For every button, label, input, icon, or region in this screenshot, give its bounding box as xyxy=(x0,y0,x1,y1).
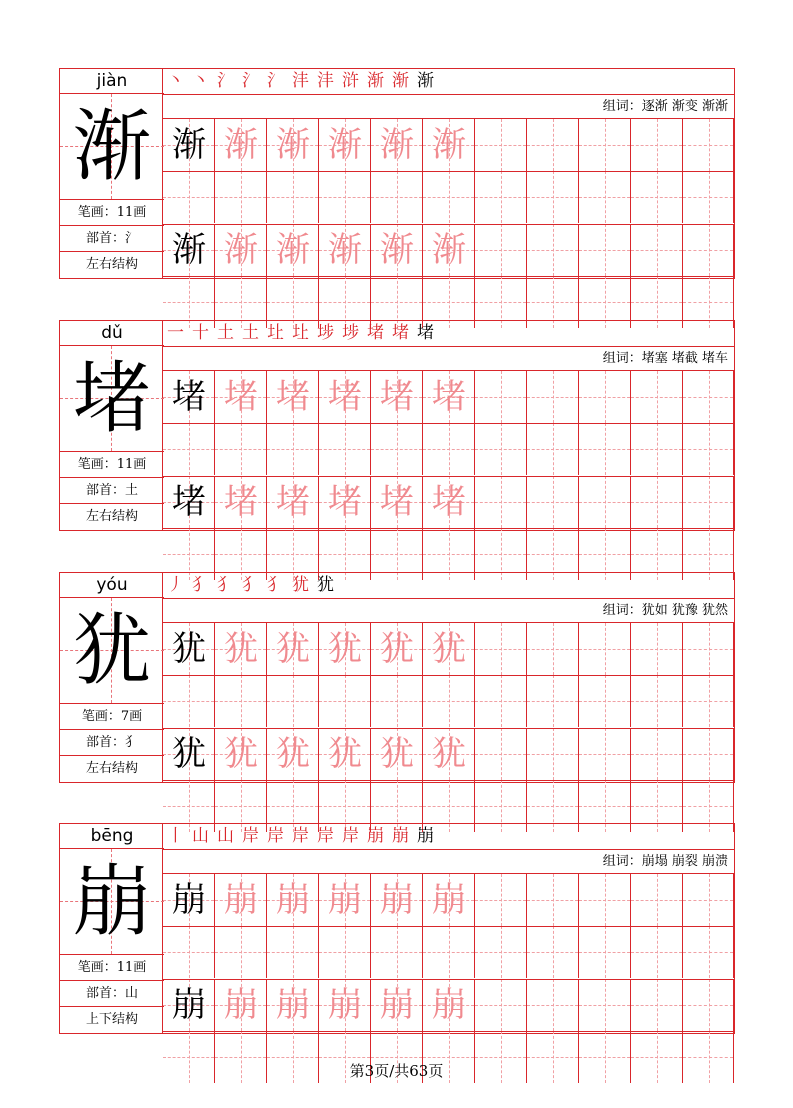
grid-cell[interactable] xyxy=(267,623,319,675)
stroke-step: 丶 xyxy=(192,71,209,91)
grid-cell[interactable] xyxy=(631,371,683,423)
grid-cell[interactable] xyxy=(527,675,579,727)
grid-cell[interactable] xyxy=(683,423,734,475)
grid-cell[interactable] xyxy=(631,224,683,276)
pinyin: jiàn xyxy=(60,69,164,94)
stroke-step: 圵 xyxy=(267,323,284,343)
stroke-step: 土 xyxy=(242,323,259,343)
grid-cell[interactable] xyxy=(631,476,683,528)
stroke-step: 山 xyxy=(217,826,234,846)
word-examples: 组词：逐渐 渐变 渐渐 xyxy=(163,94,734,119)
grid-cell[interactable] xyxy=(423,423,475,475)
grid-cell[interactable] xyxy=(475,423,527,475)
grid-cell[interactable] xyxy=(683,926,734,978)
stroke-step: 犹 xyxy=(292,575,309,595)
stroke-step: 崩 xyxy=(417,826,434,846)
stroke-step: 氵 xyxy=(267,71,284,91)
grid-cell[interactable] xyxy=(683,874,734,926)
stroke-count: 笔画：7画 xyxy=(60,704,164,730)
grid-cell[interactable] xyxy=(371,728,423,780)
trace-character: 渐 xyxy=(432,125,466,165)
grid-cell[interactable] xyxy=(475,926,527,978)
grid-cell[interactable] xyxy=(579,371,631,423)
grid-cell[interactable] xyxy=(371,371,423,423)
practice-row xyxy=(163,371,734,476)
grid-cell[interactable] xyxy=(319,675,371,727)
grid-cell[interactable] xyxy=(163,371,215,423)
grid-cell[interactable] xyxy=(631,979,683,1031)
grid-cell[interactable] xyxy=(579,476,631,528)
trace-character: 渐 xyxy=(276,230,310,270)
stroke-step: 圵 xyxy=(292,323,309,343)
grid-cell[interactable] xyxy=(371,171,423,223)
stroke-step: 渐 xyxy=(367,71,384,91)
pinyin: yóu xyxy=(60,573,164,598)
stroke-step: 岸 xyxy=(317,826,334,846)
grid-cell[interactable] xyxy=(215,979,267,1031)
trace-character: 崩 xyxy=(328,880,362,920)
stroke-order-sequence xyxy=(163,573,739,598)
grid-cell[interactable] xyxy=(579,675,631,727)
grid-cell[interactable] xyxy=(527,623,579,675)
grid-cell[interactable] xyxy=(371,979,423,1031)
stroke-step: 堵 xyxy=(417,323,434,343)
grid-cell[interactable] xyxy=(163,423,215,475)
grid-cell[interactable] xyxy=(527,926,579,978)
grid-cell[interactable] xyxy=(267,926,319,978)
word-examples: 组词：崩塌 崩裂 崩溃 xyxy=(163,849,734,874)
grid-cell[interactable] xyxy=(579,119,631,171)
grid-cell[interactable] xyxy=(475,979,527,1031)
grid-cell[interactable] xyxy=(579,623,631,675)
trace-character: 崩 xyxy=(276,880,310,920)
trace-character: 犹 xyxy=(432,734,466,774)
grid-cell[interactable] xyxy=(579,224,631,276)
grid-cell[interactable] xyxy=(267,979,319,1031)
grid-cell[interactable] xyxy=(371,119,423,171)
grid-cell[interactable] xyxy=(163,728,215,780)
character-info-panel xyxy=(59,572,163,783)
grid-cell[interactable] xyxy=(683,623,734,675)
character-info-panel xyxy=(59,68,163,279)
practice-area xyxy=(163,572,735,783)
grid-cell[interactable] xyxy=(423,476,475,528)
trace-character: 渐 xyxy=(276,125,310,165)
stroke-order-sequence xyxy=(163,69,739,94)
stroke-step: 氵 xyxy=(217,71,234,91)
trace-character: 渐 xyxy=(380,125,414,165)
stroke-step: 沣 xyxy=(292,71,309,91)
trace-character: 渐 xyxy=(380,230,414,270)
trace-character: 犹 xyxy=(328,629,362,669)
grid-cell[interactable] xyxy=(527,171,579,223)
grid-cell[interactable] xyxy=(579,926,631,978)
pinyin: dǔ xyxy=(60,321,164,346)
practice-row xyxy=(163,224,734,329)
grid-cell[interactable] xyxy=(423,728,475,780)
grid-cell[interactable] xyxy=(423,171,475,223)
grid-cell[interactable] xyxy=(371,926,423,978)
character-block xyxy=(59,320,735,531)
grid-cell[interactable] xyxy=(475,675,527,727)
stroke-step: 沣 xyxy=(317,71,334,91)
grid-cell[interactable] xyxy=(631,675,683,727)
practice-area xyxy=(163,823,735,1034)
grid-cell[interactable] xyxy=(371,423,423,475)
stroke-count: 笔画：11画 xyxy=(60,452,164,478)
character-info-panel xyxy=(59,320,163,531)
grid-cell[interactable] xyxy=(163,926,215,978)
word-examples: 组词：犹如 犹豫 犹然 xyxy=(163,598,734,623)
grid-cell[interactable] xyxy=(423,926,475,978)
stroke-step: 犹 xyxy=(317,575,334,595)
grid-cell[interactable] xyxy=(423,119,475,171)
stroke-step: 一 xyxy=(167,323,184,343)
stroke-step: 埗 xyxy=(342,323,359,343)
trace-character: 渐 xyxy=(224,230,258,270)
stroke-step: 埗 xyxy=(317,323,334,343)
stroke-count: 笔画：11画 xyxy=(60,200,164,226)
grid-cell[interactable] xyxy=(631,728,683,780)
grid-cell[interactable] xyxy=(371,874,423,926)
trace-character: 崩 xyxy=(432,985,466,1025)
grid-cell[interactable] xyxy=(163,675,215,727)
character-block xyxy=(59,68,735,279)
model-character: 渐 xyxy=(172,230,206,270)
grid-cell[interactable] xyxy=(215,224,267,276)
grid-cell[interactable] xyxy=(683,675,734,727)
grid-cell[interactable] xyxy=(579,979,631,1031)
grid-cell[interactable] xyxy=(527,119,579,171)
stroke-step: 土 xyxy=(217,323,234,343)
stroke-step: 丶 xyxy=(167,71,184,91)
grid-cell[interactable] xyxy=(475,476,527,528)
grid-cell[interactable] xyxy=(319,119,371,171)
trace-character: 犹 xyxy=(380,629,414,669)
grid-cell[interactable] xyxy=(267,675,319,727)
practice-area xyxy=(163,320,735,531)
trace-character: 堵 xyxy=(432,482,466,522)
practice-row xyxy=(163,476,734,581)
grid-cell[interactable] xyxy=(267,874,319,926)
grid-cell[interactable] xyxy=(267,224,319,276)
trace-character: 堵 xyxy=(380,377,414,417)
character-block xyxy=(59,823,735,1034)
stroke-step: 十 xyxy=(192,323,209,343)
grid-cell[interactable] xyxy=(267,423,319,475)
structure: 左右结构 xyxy=(85,257,138,272)
stroke-count: 笔画：11画 xyxy=(60,955,164,981)
grid-cell[interactable] xyxy=(423,224,475,276)
stroke-step: 犭 xyxy=(217,575,234,595)
trace-character: 犹 xyxy=(276,629,310,669)
grid-cell[interactable] xyxy=(319,371,371,423)
grid-cell[interactable] xyxy=(371,476,423,528)
grid-cell[interactable] xyxy=(215,119,267,171)
grid-cell[interactable] xyxy=(527,224,579,276)
radical: 部首：犭 xyxy=(60,730,164,756)
stroke-step: 山 xyxy=(192,826,209,846)
grid-cell[interactable] xyxy=(475,371,527,423)
grid-cell[interactable] xyxy=(527,371,579,423)
grid-cell[interactable] xyxy=(319,171,371,223)
grid-cell[interactable] xyxy=(215,728,267,780)
stroke-step: 犭 xyxy=(192,575,209,595)
stroke-step: 氵 xyxy=(242,71,259,91)
grid-cell[interactable] xyxy=(579,874,631,926)
stroke-step: 岸 xyxy=(267,826,284,846)
grid-cell[interactable] xyxy=(683,371,734,423)
grid-cell[interactable] xyxy=(631,623,683,675)
big-character: 渐 xyxy=(72,102,151,192)
structure: 上下结构 xyxy=(85,1012,138,1027)
trace-character: 崩 xyxy=(380,985,414,1025)
big-character: 崩 xyxy=(72,857,151,947)
big-character-box xyxy=(60,598,164,704)
stroke-order-sequence xyxy=(163,321,739,346)
grid-cell[interactable] xyxy=(631,171,683,223)
grid-cell[interactable] xyxy=(631,423,683,475)
grid-cell[interactable] xyxy=(527,979,579,1031)
trace-character: 犹 xyxy=(224,734,258,774)
grid-cell[interactable] xyxy=(319,874,371,926)
grid-cell[interactable] xyxy=(371,224,423,276)
grid-cell[interactable] xyxy=(475,874,527,926)
grid-cell[interactable] xyxy=(163,979,215,1031)
stroke-step: 岸 xyxy=(242,826,259,846)
grid-cell[interactable] xyxy=(215,423,267,475)
trace-character: 犹 xyxy=(276,734,310,774)
radical: 部首：山 xyxy=(60,981,164,1007)
stroke-step: 崩 xyxy=(367,826,384,846)
model-character: 崩 xyxy=(172,880,206,920)
grid-cell[interactable] xyxy=(527,728,579,780)
grid-cell[interactable] xyxy=(475,728,527,780)
grid-cell[interactable] xyxy=(579,728,631,780)
grid-cell[interactable] xyxy=(683,476,734,528)
model-character: 崩 xyxy=(172,985,206,1025)
model-character: 渐 xyxy=(172,125,206,165)
trace-character: 堵 xyxy=(432,377,466,417)
grid-cell[interactable] xyxy=(527,874,579,926)
grid-cell[interactable] xyxy=(423,623,475,675)
grid-cell[interactable] xyxy=(319,623,371,675)
trace-character: 堵 xyxy=(380,482,414,522)
word-examples: 组词：堵塞 堵截 堵车 xyxy=(163,346,734,371)
stroke-step: 浒 xyxy=(342,71,359,91)
trace-character: 堵 xyxy=(224,377,258,417)
trace-character: 崩 xyxy=(276,985,310,1025)
stroke-step: 犭 xyxy=(242,575,259,595)
grid-cell[interactable] xyxy=(163,623,215,675)
stroke-step: 犭 xyxy=(267,575,284,595)
trace-character: 堵 xyxy=(276,377,310,417)
trace-character: 犹 xyxy=(328,734,362,774)
grid-cell[interactable] xyxy=(683,979,734,1031)
practice-row xyxy=(163,728,734,833)
grid-cell[interactable] xyxy=(163,119,215,171)
grid-cell[interactable] xyxy=(267,171,319,223)
grid-cell[interactable] xyxy=(267,119,319,171)
grid-cell[interactable] xyxy=(215,874,267,926)
big-character-box xyxy=(60,94,164,200)
radical: 部首：土 xyxy=(60,478,164,504)
grid-cell[interactable] xyxy=(423,874,475,926)
trace-character: 崩 xyxy=(380,880,414,920)
grid-cell[interactable] xyxy=(579,171,631,223)
page-number: 第3页/共63页 xyxy=(349,1062,444,1080)
grid-cell[interactable] xyxy=(423,979,475,1031)
stroke-step: 堵 xyxy=(367,323,384,343)
trace-character: 渐 xyxy=(432,230,466,270)
model-character: 堵 xyxy=(172,377,206,417)
grid-cell[interactable] xyxy=(475,623,527,675)
structure: 左右结构 xyxy=(85,761,138,776)
model-character: 堵 xyxy=(172,482,206,522)
grid-cell[interactable] xyxy=(163,874,215,926)
stroke-step: 丿 xyxy=(167,575,184,595)
grid-cell[interactable] xyxy=(683,171,734,223)
stroke-step: 崩 xyxy=(392,826,409,846)
grid-cell[interactable] xyxy=(267,371,319,423)
pinyin: bēng xyxy=(60,824,164,849)
trace-character: 堵 xyxy=(328,482,362,522)
grid-cell[interactable] xyxy=(631,926,683,978)
grid-cell[interactable] xyxy=(267,476,319,528)
character-block xyxy=(59,572,735,783)
grid-cell[interactable] xyxy=(319,423,371,475)
big-character-box xyxy=(60,849,164,955)
grid-cell[interactable] xyxy=(631,119,683,171)
stroke-order-sequence xyxy=(163,824,739,849)
grid-cell[interactable] xyxy=(423,371,475,423)
grid-cell[interactable] xyxy=(475,171,527,223)
grid-cell[interactable] xyxy=(163,224,215,276)
grid-cell[interactable] xyxy=(683,119,734,171)
grid-cell[interactable] xyxy=(215,476,267,528)
stroke-step: 岸 xyxy=(292,826,309,846)
big-character: 犹 xyxy=(72,606,151,696)
stroke-step: 岸 xyxy=(342,826,359,846)
grid-cell[interactable] xyxy=(163,476,215,528)
grid-cell[interactable] xyxy=(527,476,579,528)
grid-cell[interactable] xyxy=(683,224,734,276)
trace-character: 渐 xyxy=(328,230,362,270)
practice-row xyxy=(163,119,734,224)
grid-cell[interactable] xyxy=(475,224,527,276)
stroke-step: 丨 xyxy=(167,826,184,846)
trace-character: 犹 xyxy=(432,629,466,669)
trace-character: 崩 xyxy=(224,880,258,920)
trace-character: 堵 xyxy=(224,482,258,522)
structure: 左右结构 xyxy=(85,509,138,524)
model-character: 犹 xyxy=(172,629,206,669)
grid-cell[interactable] xyxy=(319,979,371,1031)
trace-character: 犹 xyxy=(224,629,258,669)
grid-cell[interactable] xyxy=(319,476,371,528)
big-character: 堵 xyxy=(72,354,151,444)
stroke-step: 堵 xyxy=(392,323,409,343)
character-info-panel xyxy=(59,823,163,1034)
trace-character: 崩 xyxy=(432,880,466,920)
grid-cell[interactable] xyxy=(215,623,267,675)
grid-cell[interactable] xyxy=(319,728,371,780)
model-character: 犹 xyxy=(172,734,206,774)
practice-area xyxy=(163,68,735,279)
grid-cell[interactable] xyxy=(423,675,475,727)
grid-cell[interactable] xyxy=(371,675,423,727)
grid-cell[interactable] xyxy=(631,874,683,926)
grid-cell[interactable] xyxy=(163,171,215,223)
grid-cell[interactable] xyxy=(319,224,371,276)
grid-cell[interactable] xyxy=(215,371,267,423)
grid-cell[interactable] xyxy=(475,119,527,171)
grid-cell[interactable] xyxy=(319,926,371,978)
big-character-box xyxy=(60,346,164,452)
grid-cell[interactable] xyxy=(683,728,734,780)
trace-character: 渐 xyxy=(328,125,362,165)
trace-character: 崩 xyxy=(328,985,362,1025)
trace-character: 犹 xyxy=(380,734,414,774)
trace-character: 崩 xyxy=(224,985,258,1025)
grid-cell[interactable] xyxy=(215,675,267,727)
trace-character: 堵 xyxy=(276,482,310,522)
grid-cell[interactable] xyxy=(579,423,631,475)
trace-character: 渐 xyxy=(224,125,258,165)
practice-row xyxy=(163,874,734,979)
grid-cell[interactable] xyxy=(527,423,579,475)
grid-cell[interactable] xyxy=(267,728,319,780)
practice-row xyxy=(163,623,734,728)
trace-character: 堵 xyxy=(328,377,362,417)
grid-cell[interactable] xyxy=(371,623,423,675)
grid-cell[interactable] xyxy=(215,926,267,978)
stroke-step: 渐 xyxy=(392,71,409,91)
stroke-step: 渐 xyxy=(417,71,434,91)
radical: 部首：氵 xyxy=(60,226,164,252)
grid-cell[interactable] xyxy=(215,171,267,223)
